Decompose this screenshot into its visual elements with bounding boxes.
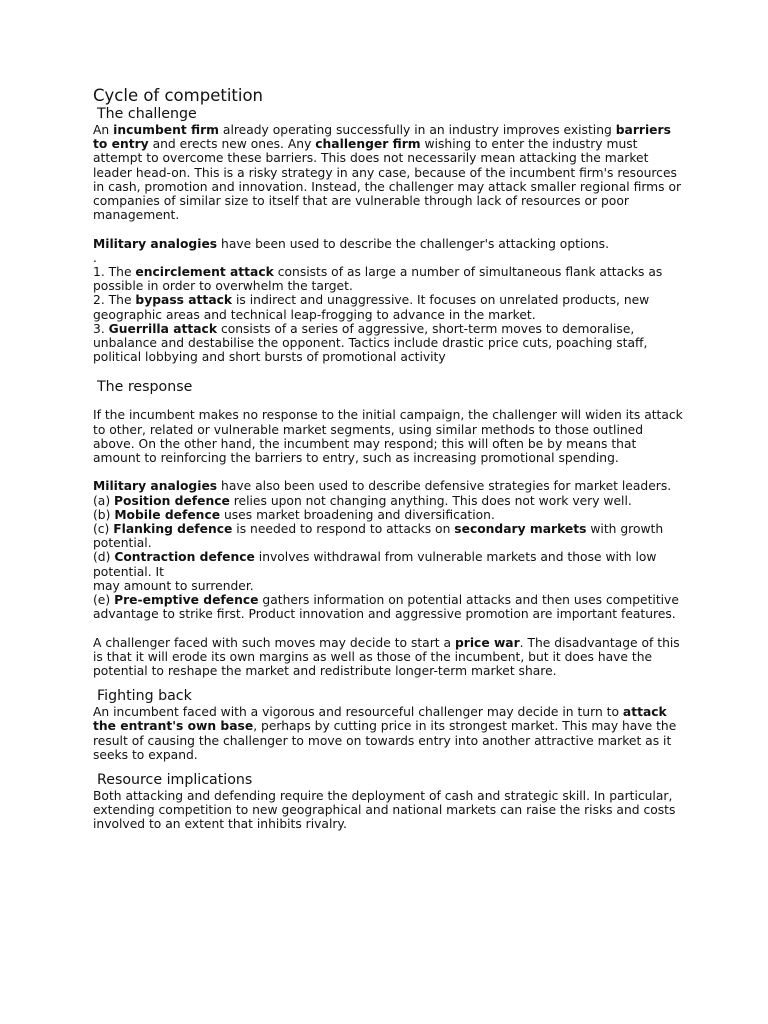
bold-term: Military analogies xyxy=(93,479,218,494)
bold-term: Mobile defence xyxy=(114,507,221,522)
text-run: . The disadvantage of this is that it will erode its own margins as well as those of the incumbent, but it does have the potential to reshape the market and redistribute longer-term market share. xyxy=(93,635,680,679)
text-run: (d) xyxy=(93,550,115,565)
response-paragraph-1 xyxy=(93,408,683,465)
response-paragraph-3 xyxy=(93,636,683,679)
defence-list-item-c xyxy=(93,522,683,550)
spacer xyxy=(93,222,683,236)
bold-term: incumbent firm xyxy=(113,123,219,137)
text-run: is needed to respond to attacks on xyxy=(232,522,455,537)
defence-list-item-d xyxy=(93,550,683,593)
section-heading-fighting-back: Fighting back xyxy=(97,688,192,705)
text-run: have also been used to describe defensive strategies for market leaders. xyxy=(217,479,672,494)
bold-term: encirclement attack xyxy=(135,265,274,280)
text-run: 3. xyxy=(93,321,109,336)
text-run: A challenger faced with such moves may decide to start a xyxy=(93,635,455,650)
section-heading-response: The response xyxy=(97,379,193,396)
text-run: (e) xyxy=(93,593,115,608)
text-run: involves withdrawal from vulnerable markets and those with low potential. It xyxy=(93,550,657,579)
defence-list-item-e xyxy=(93,593,683,621)
attack-list-item-3 xyxy=(93,322,683,365)
text-run: , perhaps by cutting price in its strongest market. This may have the result of causing the challenger to move on towards entry into another attractive market as it seeks to expand. xyxy=(93,719,677,762)
stray-dot: . xyxy=(93,250,97,265)
text-run: and erects new ones. Any xyxy=(148,137,316,152)
bold-term: Contraction defence xyxy=(114,550,255,565)
text-run: (a) xyxy=(93,493,115,508)
text-run: relies upon not changing anything. This does not work very well. xyxy=(229,493,632,508)
text-run: is indirect and unaggressive. It focuses on unrelated products, new geographic areas and technical leap-frogging to advance in the market. xyxy=(93,293,650,322)
bold-term: Military analogies xyxy=(93,236,218,251)
text-run: uses market broadening and diversification. xyxy=(220,507,495,522)
bold-term: secondary markets xyxy=(454,522,587,537)
text-run: may amount to surrender. xyxy=(93,578,254,593)
text-run: (c) xyxy=(93,522,114,537)
text-run: If the incumbent makes no response to the initial campaign, the challenger will widen its attack to other, related or vulnerable market segments, using similar methods to those outlined above. On the other hand, the incumbent may respond; this will often be by means that amount to reinforcing the barriers to entry, such as increasing promotional spending. xyxy=(93,408,683,466)
text-run: (b) xyxy=(93,507,115,522)
section-heading-resource-implications: Resource implications xyxy=(97,772,253,789)
bold-term: Guerrilla attack xyxy=(108,321,218,336)
bold-term: challenger firm xyxy=(315,137,421,152)
defence-list-item-b xyxy=(93,508,683,522)
spacer xyxy=(93,396,683,408)
resource-implications-paragraph xyxy=(93,789,683,832)
text-run: advantage to strike first. Product innovation and aggressive promotion are important features. xyxy=(93,607,676,622)
section-heading-challenge: The challenge xyxy=(97,106,197,122)
spacer xyxy=(93,364,683,379)
bold-term: barriers to entry xyxy=(93,123,671,152)
defence-list-item-a xyxy=(93,494,683,508)
bold-term: price war xyxy=(454,635,520,650)
document-page xyxy=(93,86,683,832)
challenge-paragraph-2 xyxy=(93,237,683,251)
fighting-back-paragraph xyxy=(93,705,683,762)
text-run: with growth potential. xyxy=(93,522,664,551)
text-run: consists of a series of aggressive, short-term moves to demoralise, unbalance and destabilise the opponent. Tactics include drastic price cuts, poaching staff, political lobbying and short bursts of promotional activity xyxy=(93,321,648,365)
text-run: wishing to enter the industry must attempt to overcome these barriers. This does not necessarily mean attacking the market leader head-on. This is a risky strategy in any case, because of the incumbent firm's resources in cash, promotion and innovation. Instead, the challenger may attack smaller regional firms or companies of similar size to itself that are vulnerable through lack of resources or poor management. xyxy=(93,137,682,223)
text-run: Both attacking and defending require the deployment of cash and strategic skill. In particular, extending competition to new geographical and national markets can raise the risks and costs involved to an extent that inhibits rivalry. xyxy=(93,789,676,832)
bold-term: Flanking defence xyxy=(113,522,233,537)
page-title: Cycle of competition xyxy=(93,86,264,105)
text-run: 1. The xyxy=(93,265,136,280)
attack-list-item-2 xyxy=(93,293,683,321)
bold-term: attack the entrant's own base xyxy=(93,705,667,734)
spacer xyxy=(93,621,683,635)
text-run: An xyxy=(93,123,114,137)
spacer xyxy=(93,465,683,479)
bold-term: Pre-emptive defence xyxy=(114,593,259,608)
spacer xyxy=(93,678,683,688)
text-run: consists of as large a number of simultaneous flank attacks as possible in order to overwhelm the target. xyxy=(93,265,663,294)
text-run: already operating successfully in an industry improves existing xyxy=(219,123,616,137)
text-run: gathers information on potential attacks and then uses competitive xyxy=(258,593,679,608)
challenge-paragraph-1 xyxy=(93,123,683,222)
text-run: 2. The xyxy=(93,293,136,308)
attack-list-item-1 xyxy=(93,265,683,293)
text-run: An incumbent faced with a vigorous and resourceful challenger may decide in turn to xyxy=(93,705,623,720)
bold-term: Position defence xyxy=(114,493,230,508)
bold-term: bypass attack xyxy=(135,293,233,308)
spacer xyxy=(93,762,683,772)
text-run: have been used to describe the challenger's attacking options. xyxy=(217,236,609,251)
response-paragraph-2 xyxy=(93,479,683,493)
